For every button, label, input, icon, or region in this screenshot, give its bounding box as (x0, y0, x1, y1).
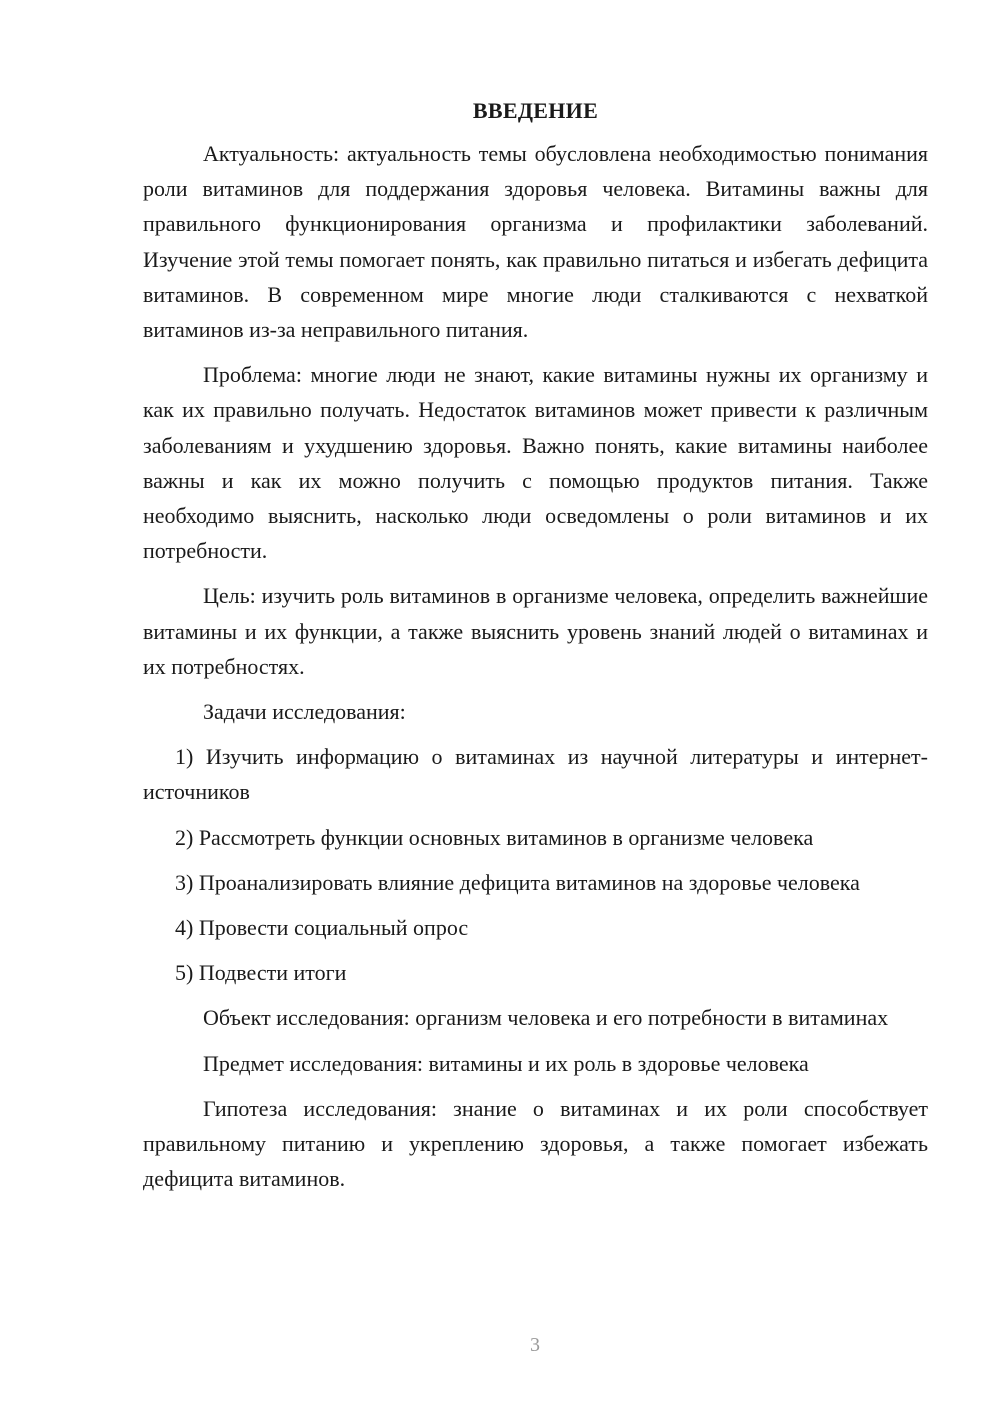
paragraph-relevance: Актуальность: актуальность темы обусловлена необходимостью понимания роли витаминов для поддержания здоровья человека. Витамины важны для правильного функционирования организма и профилактики заболеваний. Изучение этой темы помогает понять, как правильно питаться и избегать дефицита витаминов. В современном мире многие люди сталкиваются с нехваткой витаминов из-за неправильного питания. (143, 141, 928, 343)
document-page (143, 96, 928, 1206)
list-item: 4) Провести социальный опрос (175, 915, 469, 941)
tasks-heading: Задачи исследования: (203, 699, 406, 725)
page-title: ВВЕДЕНИЕ (472, 98, 599, 123)
list-item: 5) Подвести итоги (175, 960, 347, 986)
paragraph-hypothesis: Гипотеза исследования: знание о витаминах и их роли способствует правильному питанию и укреплению здоровья, а также помогает избежать дефицита витаминов. (143, 1095, 928, 1192)
paragraph-goal: Цель: изучить роль витаминов в организме человека, определить важнейшие витамины и их функции, а также выяснить уровень знаний людей о витаминах и их потребностях. (143, 583, 928, 679)
paragraph-subject: Предмет исследования: витамины и их роль в здоровье человека (203, 1050, 809, 1076)
tasks-list (143, 739, 928, 990)
paragraph-object: Объект исследования: организм человека и его потребности в витаминах (203, 1005, 889, 1031)
list-item: 2) Рассмотреть функции основных витаминов в организме человека (175, 824, 814, 850)
page-number: 3 (530, 1334, 540, 1356)
list-item: 1) Изучить информацию о витаминах из научной литературы и интернет-источников (143, 744, 928, 805)
paragraph-problem: Проблема: многие люди не знают, какие витамины нужны их организму и как их правильно получать. Недостаток витаминов может привести к различным заболеваниям и ухудшению здоровья. Важно понять, какие витамины наиболее важны и как их можно получить с помощью продуктов питания. Также необходимо выяснить, насколько люди осведомлены о роли витаминов и их потребности. (143, 362, 928, 564)
list-item: 3) Проанализировать влияние дефицита витаминов на здоровье человека (175, 869, 860, 895)
